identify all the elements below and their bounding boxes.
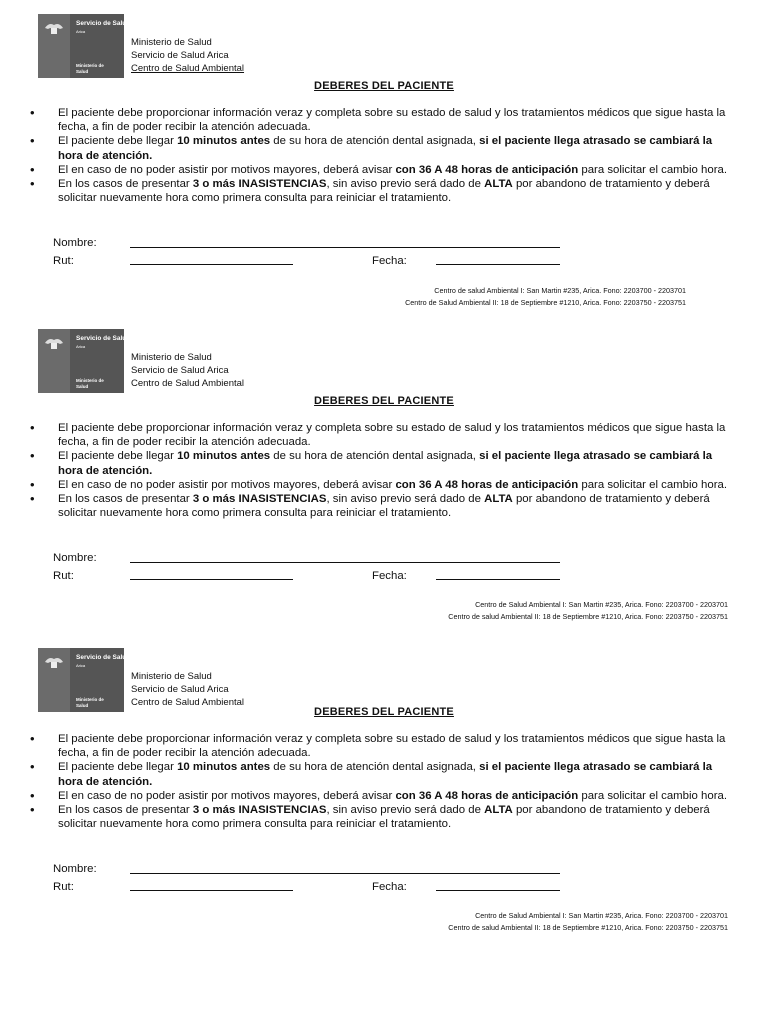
org-center: Centro de Salud Ambiental — [131, 63, 245, 74]
duty-item — [58, 803, 730, 831]
logo-service-text: Servicio de Salud — [76, 335, 131, 342]
logo-service-text: Servicio de Salud — [76, 20, 131, 27]
chile-crest-icon — [43, 335, 65, 350]
ministry-logo — [38, 329, 131, 393]
duty-item — [58, 732, 730, 760]
address-line-2: Centro de salud Ambiental II: 18 de Septiembre #1210, Arica. Fono: 2203750 - 2203751 — [448, 923, 728, 932]
org-header — [131, 351, 244, 390]
duty-text: , sin aviso previo será dado de — [326, 804, 485, 816]
duty-bold-text: 3 o más INASISTENCIAS — [192, 493, 327, 505]
duty-text: En los casos de presentar — [58, 178, 193, 190]
duty-item — [58, 163, 730, 177]
logo-region-text: Arica — [76, 29, 86, 34]
rut-field[interactable] — [130, 579, 293, 580]
org-center: Centro de Salud Ambiental — [131, 697, 245, 708]
address-footer — [448, 599, 728, 623]
duty-text: El paciente debe llegar — [58, 135, 178, 147]
chile-crest-icon — [43, 654, 65, 669]
org-service: Servicio de Salud Arica — [131, 684, 229, 695]
duty-text: para solicitar el cambio hora. — [578, 164, 727, 176]
address-line-1: Centro de Salud Ambiental I: San Martin #235, Arica. Fono: 2203700 - 2203701 — [475, 911, 728, 920]
duty-text: de su hora de atención dental asignada, — [270, 135, 480, 147]
chile-crest-icon — [43, 20, 65, 35]
org-header — [131, 36, 244, 75]
duty-text: por abandono de tratamiento y deberá solicitar nuevamente hora como primera consulta para reiniciar el tratamiento. — [58, 493, 710, 519]
duty-text: El en caso de no poder asistir por motivos mayores, deberá avisar — [58, 164, 396, 176]
name-field[interactable] — [130, 562, 560, 563]
logo-ministry-text: Ministerio de Salud — [76, 697, 104, 708]
rut-label: Rut: — [53, 881, 74, 893]
date-label: Fecha: — [372, 255, 407, 267]
duty-bold-text: 10 minutos antes — [177, 135, 271, 147]
logo-ministry-text: Ministerio de Salud — [76, 63, 104, 74]
rut-field[interactable] — [130, 264, 293, 265]
address-line-2: Centro de Salud Ambiental II: 18 de Septiembre #1210, Arica. Fono: 2203750 - 2203751 — [405, 298, 686, 307]
name-label: Nombre: — [53, 552, 97, 564]
page-title: DEBERES DEL PACIENTE — [314, 80, 454, 92]
rut-label: Rut: — [53, 570, 74, 582]
duty-bold-text: 3 o más INASISTENCIAS — [192, 804, 327, 816]
duty-text: para solicitar el cambio hora. — [578, 790, 727, 802]
duty-text: El paciente debe proporcionar información veraz y completa sobre su estado de salud y los tratamientos médicos que sigue hasta la fecha, a fin de poder recibir la atención adecuada. — [58, 422, 726, 448]
org-ministry: Ministerio de Salud — [131, 352, 212, 363]
duty-text: En los casos de presentar — [58, 493, 193, 505]
duty-bold-text: con 36 A 48 horas de anticipación — [395, 479, 579, 491]
duty-text: por abandono de tratamiento y deberá solicitar nuevamente hora como primera consulta para reiniciar el tratamiento. — [58, 804, 710, 830]
org-center: Centro de Salud Ambiental — [131, 378, 245, 389]
duty-item — [58, 492, 730, 520]
duty-bold-text: 10 minutos antes — [177, 450, 271, 462]
address-line-1: Centro de Salud Ambiental I: San Martin #235, Arica. Fono: 2203700 - 2203701 — [475, 600, 728, 609]
date-field[interactable] — [436, 890, 560, 891]
logo-ministry-text: Ministerio de Salud — [76, 378, 104, 389]
duty-item — [58, 177, 730, 205]
duty-bold-text: ALTA — [484, 178, 513, 190]
duty-item — [58, 760, 730, 789]
duty-bold-text: ALTA — [484, 804, 513, 816]
form-copy-3 — [0, 634, 768, 954]
duty-text: para solicitar el cambio hora. — [578, 479, 727, 491]
duty-text: El en caso de no poder asistir por motivos mayores, deberá avisar — [58, 479, 396, 491]
duty-text: , sin aviso previo será dado de — [326, 493, 485, 505]
name-label: Nombre: — [53, 863, 97, 875]
logo-service-text: Servicio de Salud — [76, 654, 131, 661]
address-line-2: Centro de salud Ambiental II: 18 de Septiembre #1210, Arica. Fono: 2203750 - 2203751 — [448, 612, 728, 621]
duty-item — [58, 789, 730, 803]
org-service: Servicio de Salud Arica — [131, 50, 229, 61]
ministry-logo — [38, 648, 131, 712]
date-field[interactable] — [436, 264, 560, 265]
duty-item — [58, 106, 730, 134]
logo-region-text: Arica — [76, 344, 86, 349]
duty-bold-text: 10 minutos antes — [177, 761, 271, 773]
duty-text: de su hora de atención dental asignada, — [270, 450, 480, 462]
duty-bold-text: 3 o más INASISTENCIAS — [192, 178, 327, 190]
address-footer — [448, 910, 728, 934]
duty-text: En los casos de presentar — [58, 804, 193, 816]
address-footer — [405, 285, 686, 309]
duties-list — [58, 421, 730, 520]
date-label: Fecha: — [372, 881, 407, 893]
duty-item — [58, 421, 730, 449]
org-ministry: Ministerio de Salud — [131, 671, 212, 682]
page-title: DEBERES DEL PACIENTE — [314, 395, 454, 407]
name-field[interactable] — [130, 247, 560, 248]
duty-bold-text: ALTA — [484, 493, 513, 505]
duty-text: El paciente debe llegar — [58, 761, 178, 773]
date-label: Fecha: — [372, 570, 407, 582]
duty-bold-text: si el paciente llega atrasado se cambiará la hora de atención. — [58, 135, 713, 162]
duty-text: , sin aviso previo será dado de — [326, 178, 485, 190]
org-ministry: Ministerio de Salud — [131, 37, 212, 48]
duty-item — [58, 134, 730, 163]
duty-text: El en caso de no poder asistir por motivos mayores, deberá avisar — [58, 790, 396, 802]
duty-bold-text: con 36 A 48 horas de anticipación — [395, 164, 579, 176]
ministry-logo — [38, 14, 131, 78]
logo-region-text: Arica — [76, 663, 86, 668]
duties-list — [58, 106, 730, 205]
form-copy-2 — [0, 315, 768, 635]
duty-text: por abandono de tratamiento y deberá solicitar nuevamente hora como primera consulta para reiniciar el tratamiento. — [58, 178, 710, 204]
page-title: DEBERES DEL PACIENTE — [314, 706, 454, 718]
duties-list — [58, 732, 730, 831]
rut-field[interactable] — [130, 890, 293, 891]
name-field[interactable] — [130, 873, 560, 874]
duty-bold-text: con 36 A 48 horas de anticipación — [395, 790, 579, 802]
name-label: Nombre: — [53, 237, 97, 249]
duty-text: de su hora de atención dental asignada, — [270, 761, 480, 773]
org-service: Servicio de Salud Arica — [131, 365, 229, 376]
duty-item — [58, 449, 730, 478]
duty-text: El paciente debe proporcionar información veraz y completa sobre su estado de salud y los tratamientos médicos que sigue hasta la fecha, a fin de poder recibir la atención adecuada. — [58, 107, 726, 133]
duty-bold-text: si el paciente llega atrasado se cambiará la hora de atención. — [58, 761, 713, 788]
org-header — [131, 670, 244, 709]
date-field[interactable] — [436, 579, 560, 580]
duty-item — [58, 478, 730, 492]
address-line-1: Centro de salud Ambiental I: San Martin #235, Arica. Fono: 2203700 - 2203701 — [434, 286, 686, 295]
duty-bold-text: si el paciente llega atrasado se cambiará la hora de atención. — [58, 450, 713, 477]
form-copy-1 — [0, 0, 768, 320]
duty-text: El paciente debe llegar — [58, 450, 178, 462]
rut-label: Rut: — [53, 255, 74, 267]
duty-text: El paciente debe proporcionar información veraz y completa sobre su estado de salud y los tratamientos médicos que sigue hasta la fecha, a fin de poder recibir la atención adecuada. — [58, 733, 726, 759]
